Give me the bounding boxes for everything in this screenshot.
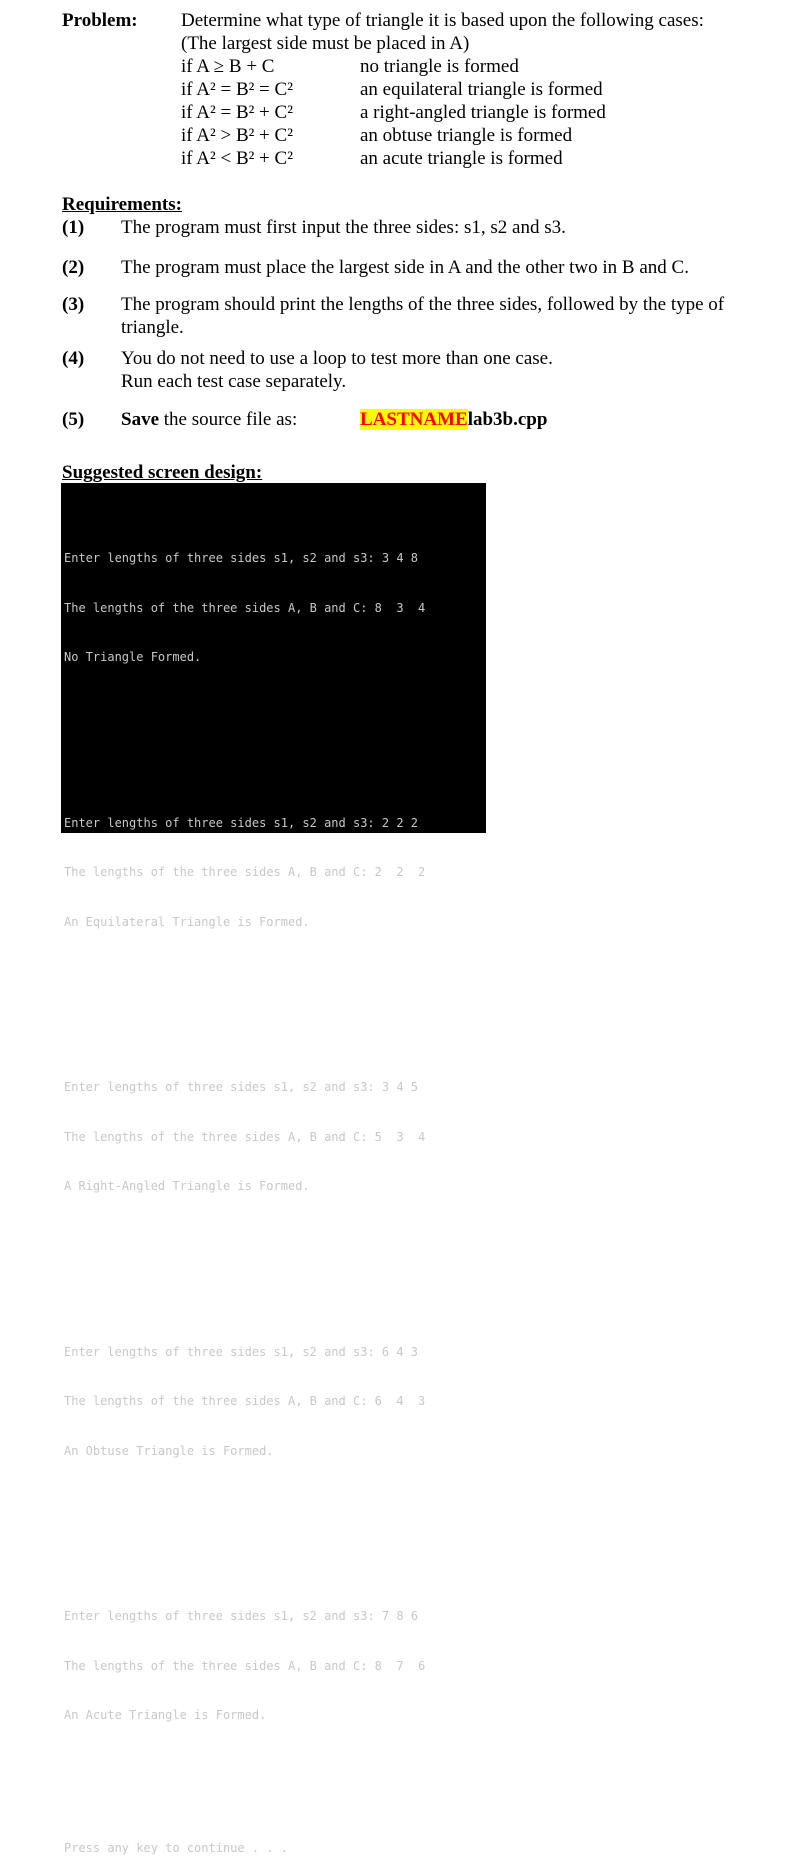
console-line: Enter lengths of three sides s1, s2 and s3: 6 4 3 <box>64 1344 419 1359</box>
console-screenshot <box>61 483 486 1855</box>
requirement-text-5: Save the source file as: <box>121 409 298 430</box>
console-line: Enter lengths of three sides s1, s2 and s3: 2 2 2 <box>64 815 419 830</box>
console-line: An Acute Triangle is Formed. <box>64 1708 267 1722</box>
console-line: The lengths of the three sides A, B and C: 5 3 4 <box>64 1129 426 1144</box>
filename: LASTNAMElab3b.cpp <box>360 409 548 430</box>
console-line: The lengths of the three sides A, B and C: 8 3 4 <box>64 600 426 615</box>
case-condition-4: if A² > B² + C² <box>181 125 293 146</box>
console-line: The lengths of the three sides A, B and C: 8 7 6 <box>64 1658 426 1673</box>
suggested-heading: Suggested screen design: <box>62 462 263 483</box>
case-result-4: an obtuse triangle is formed <box>360 125 573 146</box>
requirement-text-4-cont: Run each test case separately. <box>121 371 347 392</box>
console-line: Enter lengths of three sides s1, s2 and s3: 3 4 8 <box>64 551 419 565</box>
console-block-4 <box>64 1311 486 1493</box>
console-block-2 <box>64 782 486 964</box>
console-block-1 <box>64 517 486 699</box>
case-condition-2: if A² = B² = C² <box>181 79 293 100</box>
requirement-number-3: (3) <box>62 294 85 315</box>
console-line: Enter lengths of three sides s1, s2 and s3: 7 8 6 <box>64 1609 419 1623</box>
case-condition-3: if A² = B² + C² <box>181 102 293 123</box>
console-footer: Press any key to continue . . . <box>64 1840 288 1855</box>
console-line: No Triangle Formed. <box>64 650 202 664</box>
requirement-text-2: The program must place the largest side in A and the other two in B and C. <box>121 257 689 278</box>
case-condition-1: if A ≥ B + C <box>181 56 275 77</box>
problem-line-2: (The largest side must be placed in A) <box>181 33 470 54</box>
console-line: An Obtuse Triangle is Formed. <box>64 1443 274 1458</box>
console-line: The lengths of the three sides A, B and C: 2 2 2 <box>64 865 426 879</box>
requirement-number-4: (4) <box>62 348 85 369</box>
case-result-1: no triangle is formed <box>360 56 519 77</box>
requirement-text-4: You do not need to use a loop to test more than one case. <box>121 348 553 369</box>
console-block-3 <box>64 1046 486 1228</box>
console-line: The lengths of the three sides A, B and C: 6 4 3 <box>64 1394 426 1408</box>
console-line: An Equilateral Triangle is Formed. <box>64 914 310 929</box>
case-result-3: a right-angled triangle is formed <box>360 102 606 123</box>
requirement-text-3-cont: triangle. <box>121 317 184 338</box>
filename-highlight: LASTNAME <box>360 409 468 430</box>
requirements-heading: Requirements: <box>62 194 182 215</box>
case-result-2: an equilateral triangle is formed <box>360 79 603 100</box>
problem-label: Problem: <box>62 10 138 31</box>
requirement-text-1: The program must first input the three sides: s1, s2 and s3. <box>121 217 566 238</box>
requirement-number-2: (2) <box>62 257 85 278</box>
case-condition-5: if A² < B² + C² <box>181 148 293 169</box>
requirement-number-5: (5) <box>62 409 85 430</box>
problem-line-1: Determine what type of triangle it is based upon the following cases: <box>181 10 704 31</box>
requirement-text-3: The program should print the lengths of the three sides, followed by the type of <box>121 294 725 315</box>
requirement-number-1: (1) <box>62 217 85 238</box>
console-block-5 <box>64 1575 486 1757</box>
case-result-5: an acute triangle is formed <box>360 148 563 169</box>
console-line: Enter lengths of three sides s1, s2 and s3: 3 4 5 <box>64 1080 419 1094</box>
console-line: A Right-Angled Triangle is Formed. <box>64 1179 310 1193</box>
